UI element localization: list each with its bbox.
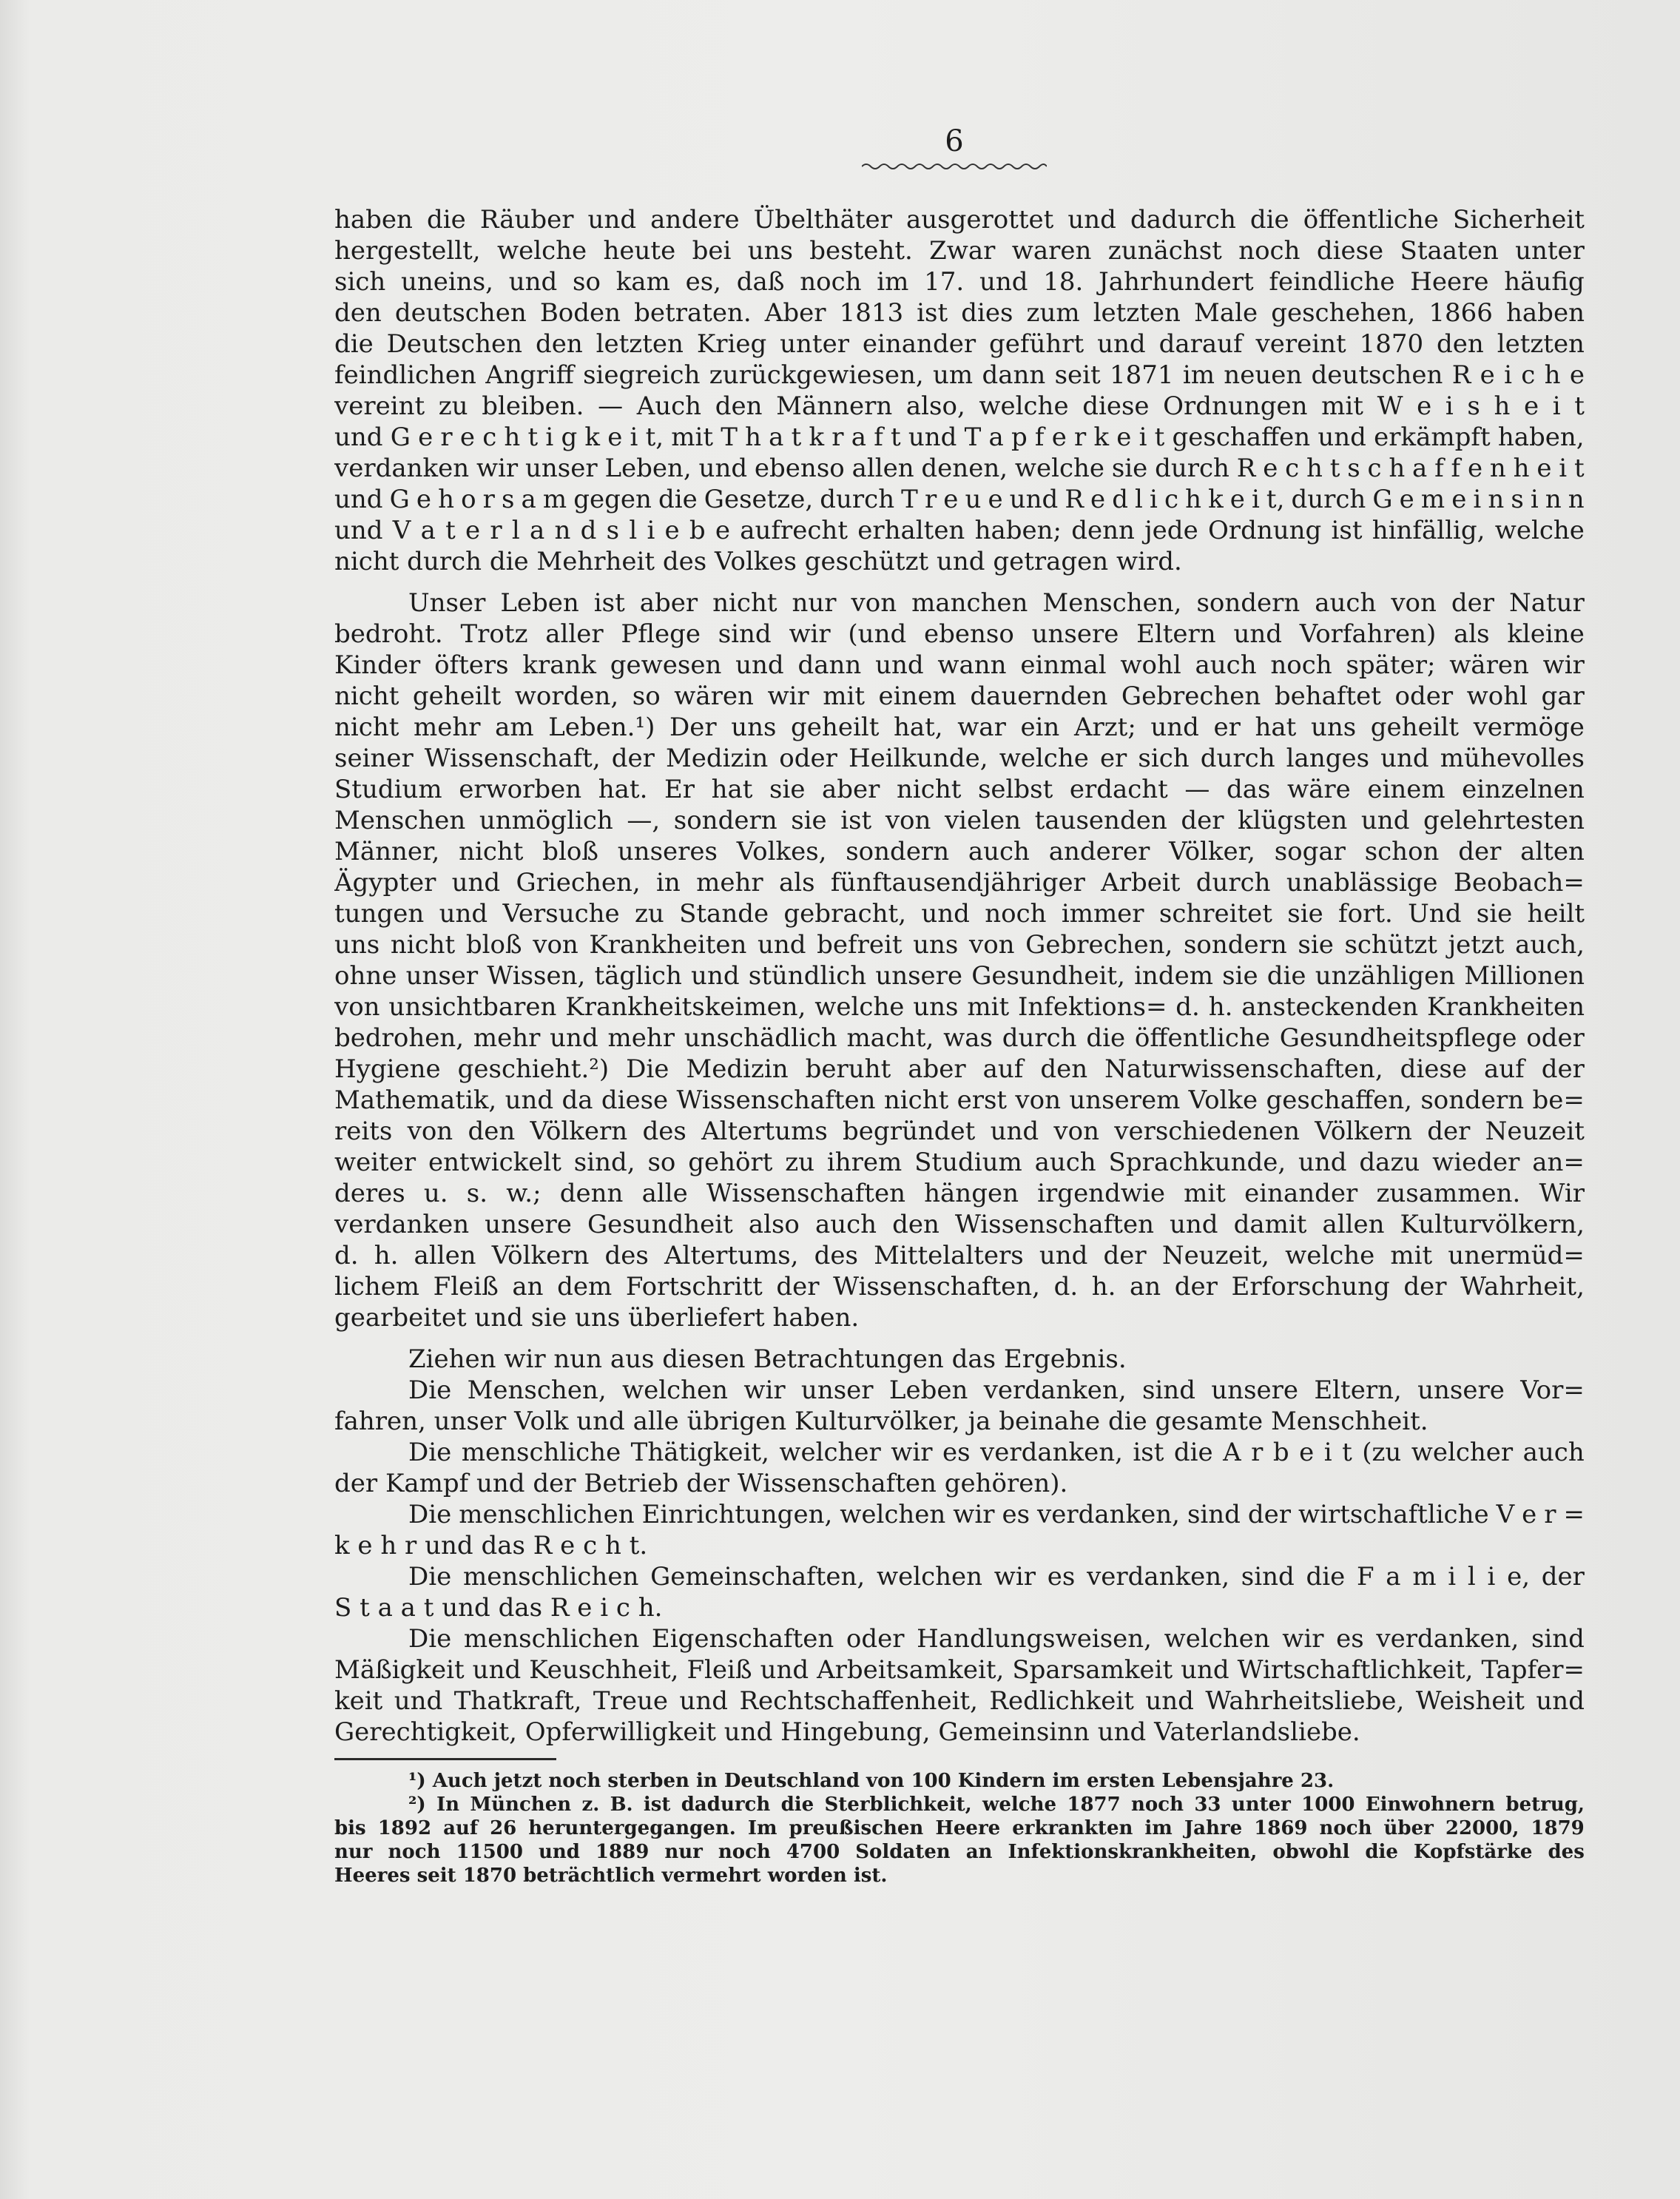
text-line: nicht geheilt worden, so wären wir mit einem dauernden Gebrechen behaftet oder wohl gar [334,681,1585,711]
text-line: bedrohen, mehr und mehr unschädlich macht, was durch die öffentliche Gesundheitspflege oder [334,1023,1585,1053]
text-line: reits von den Völkern des Altertums begründet und von verschiedenen Völkern der Neuzeit [334,1117,1585,1146]
text-line: Die menschlichen Eigenschaften oder Handlungsweisen, welchen wir es verdanken, sind [408,1624,1585,1654]
text-line: feindlichen Angriff siegreich zurückgewiesen, um dann seit 1871 im neuen deutschen R e i c h e [334,360,1585,390]
text-line: vereint zu bleiben. — Auch den Männern also, welche diese Ordnungen mit W e i s h e i t [334,391,1585,421]
text-line: von unsichtbaren Krankheitskeimen, welche uns mit Infektions= d. h. ansteckenden Krankheiten [334,992,1585,1022]
text-line: Die menschliche Thätigkeit, welcher wir es verdanken, ist die A r b e i t (zu welcher auch [408,1438,1585,1467]
text-line: und G e h o r s a m gegen die Gesetze, durch T r e u e und R e d l i c h k e i t, durch G e m e i n s i n n [334,485,1585,514]
text-line: Mäßigkeit und Keuschheit, Fleiß und Arbeitsamkeit, Sparsamkeit und Wirtschaftlichkeit, Tapfer= [334,1655,1585,1685]
text-line: d. h. allen Völkern des Altertums, des Mittelalters und der Neuzeit, welche mit unermüd= [334,1241,1585,1270]
text-line: Studium erworben hat. Er hat sie aber nicht selbst erdacht — das wäre einem einzelnen [334,775,1585,804]
text-line: Männer, nicht bloß unseres Volkes, sondern auch anderer Völker, sogar schon der alten [334,837,1585,866]
text-line: seiner Wissenschaft, der Medizin oder Heilkunde, welche er sich durch langes und mühevolles [334,744,1585,773]
page-number: 6 [945,124,964,158]
text-line: fahren, unser Volk und alle übrigen Kulturvölker, ja beinahe die gesamte Menschheit. [334,1407,1428,1436]
paragraph-gap [334,577,1585,587]
text-line: der Kampf und der Betrieb der Wissenschaften gehören). [334,1469,1068,1498]
text-line: Mathematik, und da diese Wissenschaften nicht erst von unserem Volke geschaffen, sondern be= [334,1085,1585,1115]
text-line: verdanken wir unser Leben, und ebenso allen denen, welche sie durch R e c h t s c h a f f e n h e i t [334,454,1585,483]
footnotes [334,1769,1585,1887]
text-line: k e h r und das R e c h t. [334,1531,648,1560]
text-line: die Deutschen den letzten Krieg unter einander geführt und darauf vereint 1870 den letzten [334,329,1585,359]
text-line: gearbeitet und sie uns überliefert haben. [334,1303,860,1333]
text-line: Menschen unmöglich —, sondern sie ist von vielen tausenden der klügsten und gelehrtesten [334,806,1585,835]
text-line: und V a t e r l a n d s l i e b e aufrecht erhalten haben; denn jede Ordnung ist hinfällig, welche [334,516,1585,545]
text-line: S t a a t und das R e i c h. [334,1593,663,1623]
paragraph-gap [334,1333,1585,1344]
text-line: Die menschlichen Gemeinschaften, welchen wir es verdanken, sind die F a m i l i e, der [408,1562,1585,1592]
text-line: sich uneins, und so kam es, daß noch im 17. und 18. Jahrhundert feindliche Heere häufig [334,267,1585,297]
text-line: uns nicht bloß von Krankheiten und befreit uns von Gebrechen, sondern sie schützt jetzt auch, [334,930,1585,960]
text-line: Die menschlichen Einrichtungen, welchen wir es verdanken, sind der wirtschaftliche V e r = [408,1500,1585,1529]
text-line: lichem Fleiß an dem Fortschritt der Wissenschaften, d. h. an der Erforschung der Wahrheit, [334,1272,1585,1301]
text-line: ohne unser Wissen, täglich und stündlich unsere Gesundheit, indem sie die unzähligen Millionen [334,961,1585,991]
footnote-line: bis 1892 auf 26 heruntergegangen. Im preußischen Heere erkrankten im Jahre 1869 noch über 22000, 1879 [334,1817,1585,1839]
footnote-line: ¹) Auch jetzt noch sterben in Deutschland von 100 Kindern im ersten Lebensjahre 23. [408,1770,1335,1792]
wavy-ornament-icon [862,161,1047,172]
body-text [334,204,1585,1748]
text-line: Die Menschen, welchen wir unser Leben verdanken, sind unsere Eltern, unsere Vor= [408,1375,1585,1405]
text-line: haben die Räuber und andere Übelthäter ausgerottet und dadurch die öffentliche Sicherheit [334,205,1585,235]
text-line: tungen und Versuche zu Stande gebracht, und noch immer schreitet sie fort. Und sie heilt [334,899,1585,929]
text-line: Ägypter und Griechen, in mehr als fünftausendjähriger Arbeit durch unablässige Beobach= [334,868,1585,898]
text-line: keit und Thatkraft, Treue und Rechtschaffenheit, Redlichkeit und Wahrheitsliebe, Weisheit und [334,1686,1585,1716]
text-line: bedroht. Trotz aller Pflege sind wir (und ebenso unsere Eltern und Vorfahren) als kleine [334,619,1585,649]
text-line: und G e r e c h t i g k e i t, mit T h a t k r a f t und T a p f e r k e i t geschaffen und erkämpft haben, [334,422,1585,452]
text-line: hergestellt, welche heute bei uns besteht. Zwar waren zunächst noch diese Staaten unter [334,236,1585,266]
footnote-line: Heeres seit 1870 beträchtlich vermehrt worden ist. [334,1865,888,1887]
text-line: deres u. s. w.; denn alle Wissenschaften hängen irgendwie mit einander zusammen. Wir [334,1179,1585,1208]
text-line: Kinder öfters krank gewesen und dann und wann einmal wohl auch noch später; wären wir [334,650,1585,680]
text-line: Gerechtigkeit, Opferwilligkeit und Hingebung, Gemeinsinn und Vaterlandsliebe. [334,1717,1360,1747]
text-line: verdanken unsere Gesundheit also auch den Wissenschaften und damit allen Kulturvölkern, [334,1210,1585,1239]
footnote-divider [334,1758,556,1760]
text-line: nicht durch die Mehrheit des Volkes geschützt und getragen wird. [334,547,1182,576]
main-text [334,204,1585,1887]
text-line: weiter entwickelt sind, so gehört zu ihrem Studium auch Sprachkunde, und dazu wieder an= [334,1148,1585,1177]
footnote-line: ²) In München z. B. ist dadurch die Sterblichkeit, welche 1877 noch 33 unter 1000 Einwohnern betrug, [408,1794,1585,1816]
text-line: Unser Leben ist aber nicht nur von manchen Menschen, sondern auch von der Natur [408,588,1585,618]
text-line: nicht mehr am Leben.¹) Der uns geheilt hat, war ein Arzt; und er hat uns geheilt vermöge [334,713,1585,742]
footnote-line: nur noch 11500 und 1889 nur noch 4700 Soldaten an Infektionskrankheiten, obwohl die Kopfstärke des [334,1841,1585,1863]
text-line: Ziehen wir nun aus diesen Betrachtungen das Ergebnis. [408,1344,1127,1374]
text-line: den deutschen Boden betraten. Aber 1813 ist dies zum letzten Male geschehen, 1866 haben [334,298,1585,328]
text-line: Hygiene geschieht.²) Die Medizin beruht aber auf den Naturwissenschaften, diese auf der [334,1054,1585,1084]
